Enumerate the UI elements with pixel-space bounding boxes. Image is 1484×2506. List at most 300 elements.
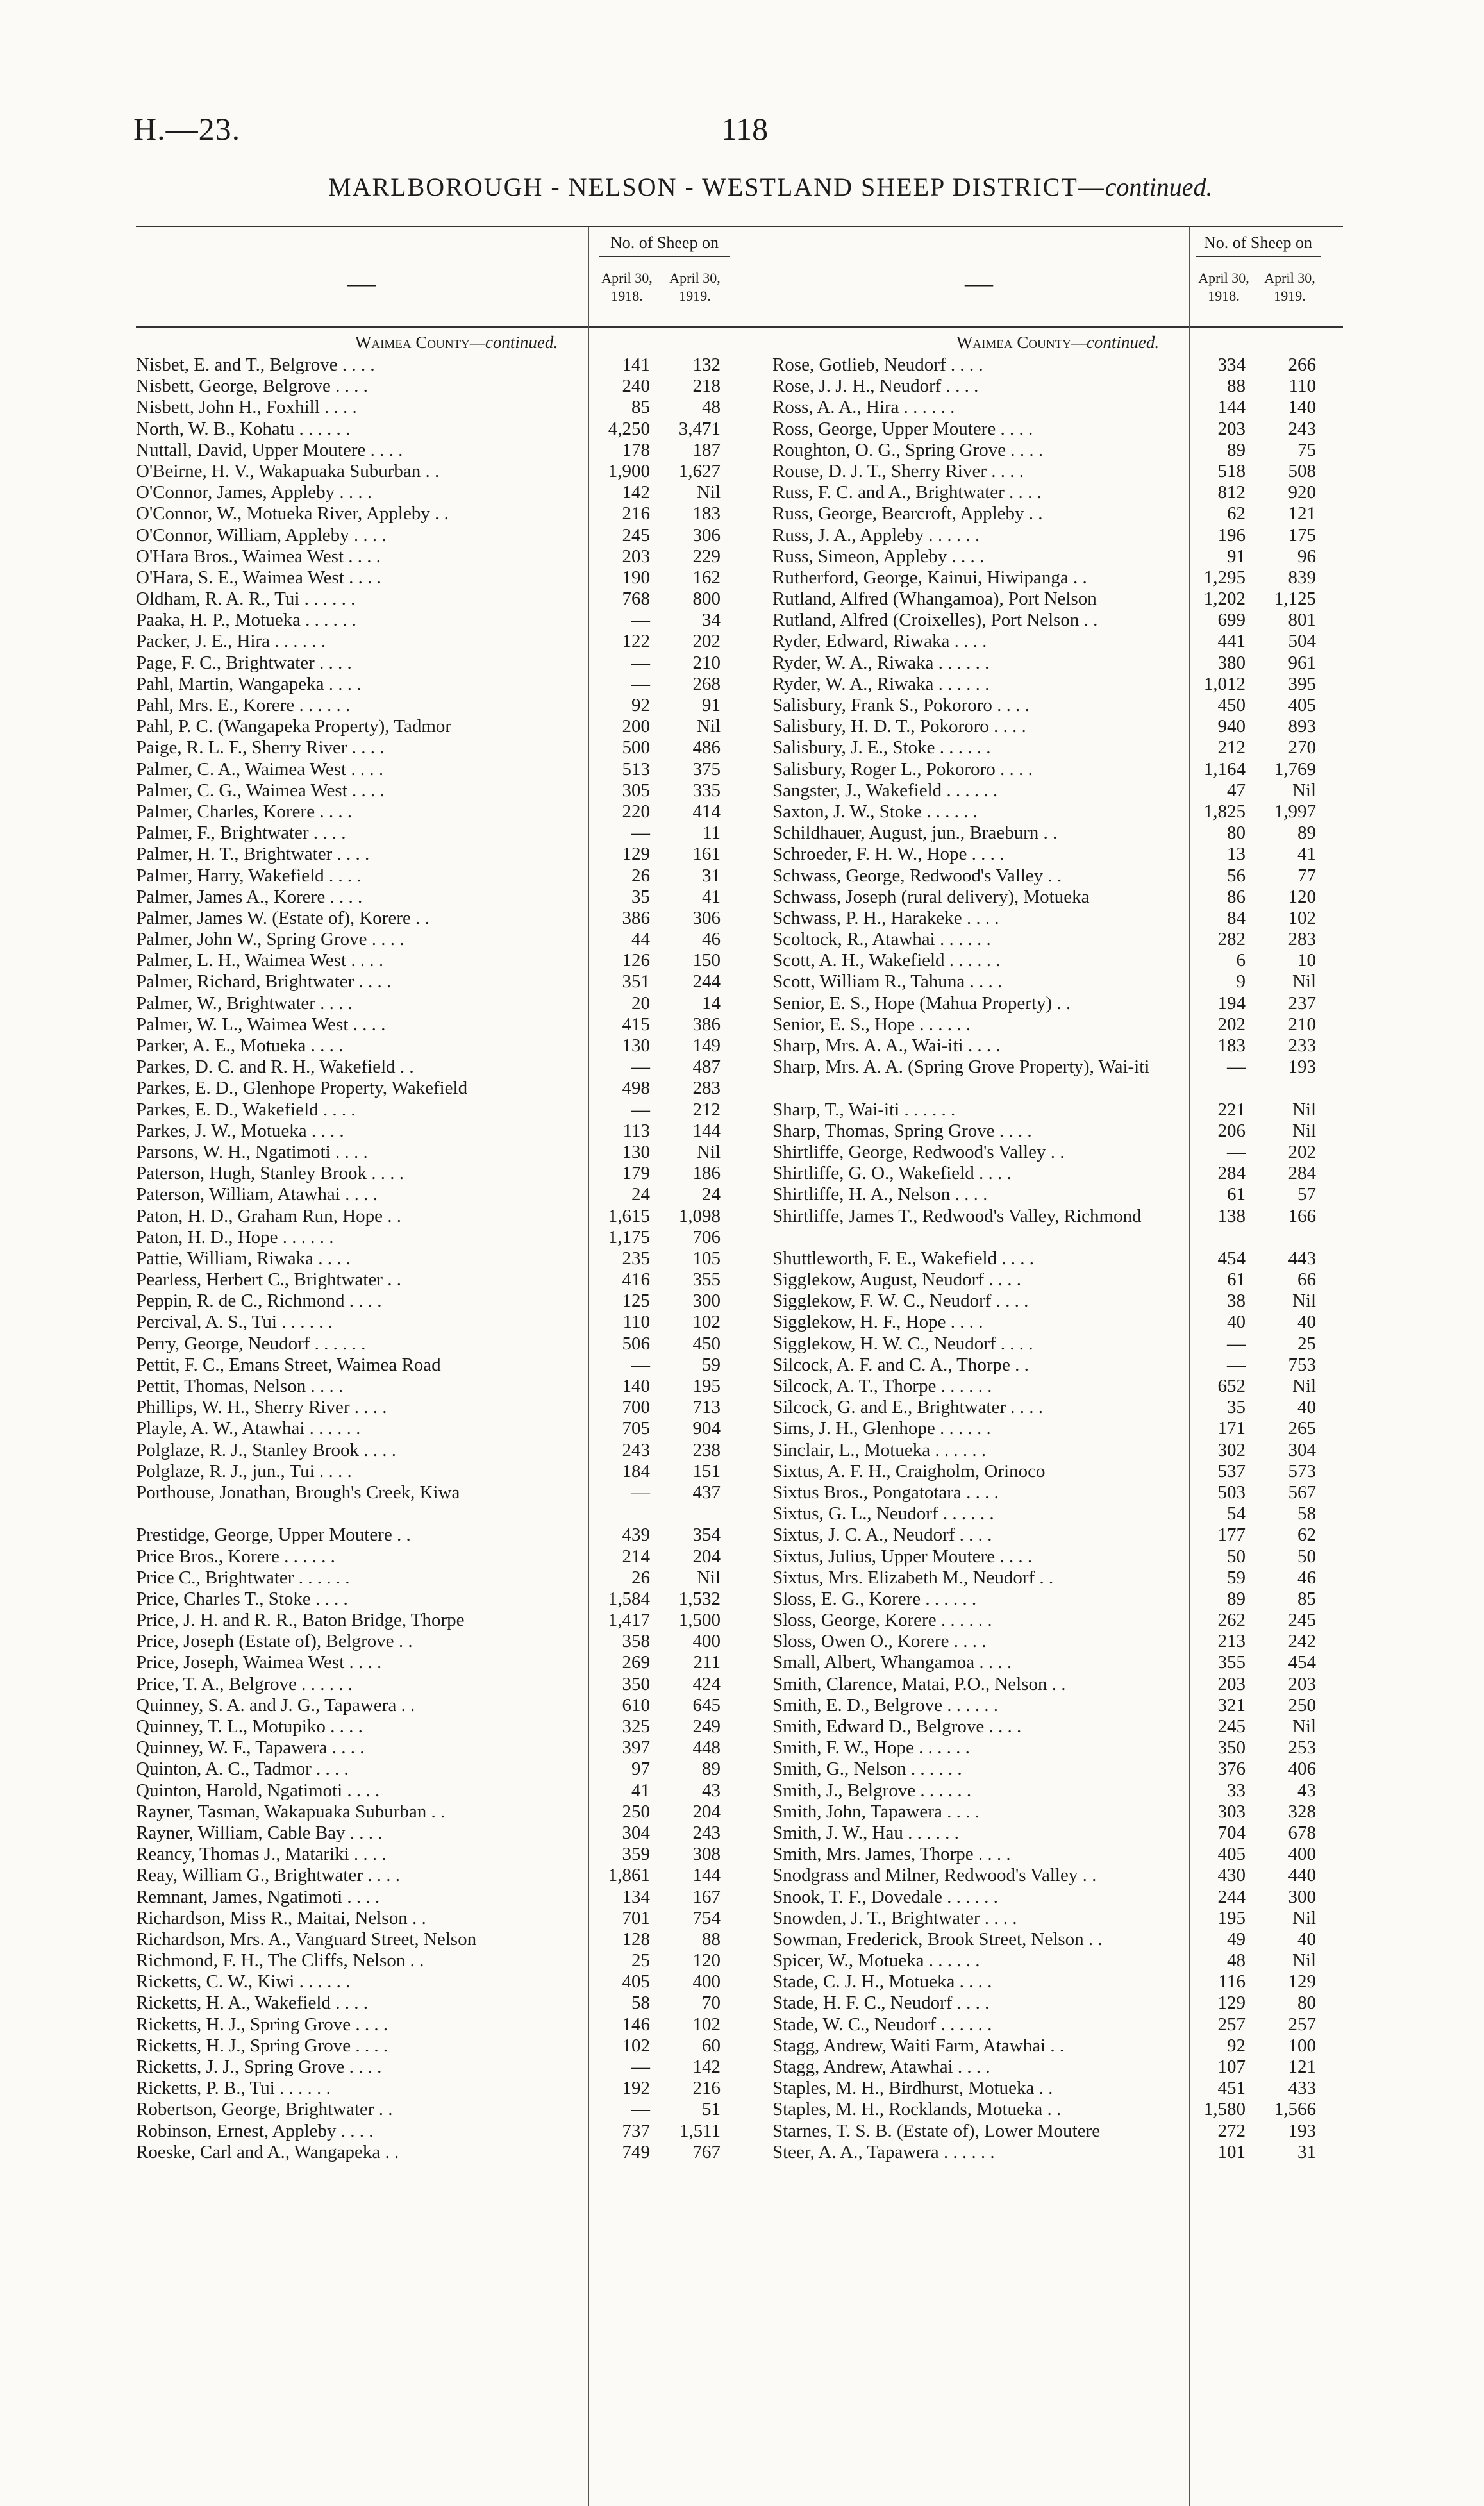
table-row xyxy=(136,823,777,844)
owner-name: Quinton, Harold, Ngatimoti . . . . xyxy=(136,1780,380,1801)
sheep-1919: 34 xyxy=(702,610,721,631)
table-row xyxy=(772,1503,1343,1524)
sheep-1918: 812 xyxy=(1217,482,1246,503)
right-col2-line1: April 30, xyxy=(1264,270,1315,286)
sheep-1918: 1,012 xyxy=(1203,673,1246,694)
table-row xyxy=(136,801,777,823)
sheep-1919: 573 xyxy=(1288,1460,1316,1482)
sheep-1918: 13 xyxy=(1227,844,1246,865)
sheep-1919: 89 xyxy=(1297,823,1316,844)
table-row xyxy=(772,1014,1343,1035)
sheep-1919: 144 xyxy=(692,1120,721,1141)
owner-name: Paton, H. D., Graham Run, Hope . . xyxy=(136,1205,402,1226)
sheep-1918: 334 xyxy=(1217,355,1246,375)
sheep-1918: 216 xyxy=(622,503,650,524)
owner-name: Scoltock, R., Atawhai . . . . . . xyxy=(772,929,991,950)
owner-name: Pearless, Herbert C., Brightwater . . xyxy=(136,1269,401,1291)
table-row xyxy=(772,1057,1343,1099)
table-row xyxy=(772,1440,1343,1461)
table-row xyxy=(136,1163,777,1184)
owner-name: Snowden, J. T., Brightwater . . . . xyxy=(772,1907,1017,1928)
sheep-1919: 40 xyxy=(1297,1928,1316,1950)
sheep-1919: 204 xyxy=(692,1801,721,1822)
owner-name: Sharp, Thomas, Spring Grove . . . . xyxy=(772,1120,1032,1141)
sheep-1918: 35 xyxy=(1227,1397,1246,1418)
owner-name: Ross, George, Upper Moutere . . . . xyxy=(772,418,1033,439)
sheep-1919: 85 xyxy=(1297,1588,1316,1609)
page-number: 118 xyxy=(721,111,769,147)
sheep-1918: — xyxy=(1227,1057,1246,1078)
sheep-1918: 85 xyxy=(631,397,650,418)
sheep-1918: 325 xyxy=(622,1716,650,1737)
sheep-1918: 24 xyxy=(631,1184,650,1205)
table-row xyxy=(136,1567,777,1589)
owner-name: Palmer, C. A., Waimea West . . . . xyxy=(136,758,384,780)
owner-name: Sigglekow, August, Neudorf . . . . xyxy=(772,1269,1021,1291)
owner-name: Sixtus, Julius, Upper Moutere . . . . xyxy=(772,1546,1033,1567)
sheep-1919: 91 xyxy=(702,695,721,715)
table-row xyxy=(136,1887,777,1908)
table-row xyxy=(136,695,777,716)
owner-name: Palmer, L. H., Waimea West . . . . xyxy=(136,950,384,971)
sheep-1919: 70 xyxy=(702,1992,721,2014)
sheep-1919: 175 xyxy=(1288,524,1316,546)
table-row xyxy=(772,1950,1343,1971)
table-row xyxy=(772,1333,1343,1355)
table-row xyxy=(136,1674,777,1695)
table-row xyxy=(136,1184,777,1205)
sheep-1919: 433 xyxy=(1288,2078,1316,2099)
sheep-1919: 31 xyxy=(702,865,721,886)
table-row xyxy=(772,737,1343,758)
owner-name: Peppin, R. de C., Richmond . . . . xyxy=(136,1291,382,1312)
table-row xyxy=(772,1844,1343,1865)
table-row xyxy=(772,461,1343,482)
sheep-1919: Nil xyxy=(1292,1376,1316,1397)
sheep-1919: 306 xyxy=(692,524,721,546)
sheep-1918: — xyxy=(1227,1333,1246,1354)
owner-name: Richardson, Mrs. A., Vanguard Street, Nelson xyxy=(136,1928,477,1950)
owner-name: Snook, T. F., Dovedale . . . . . . xyxy=(772,1886,998,1907)
sheep-1919: 386 xyxy=(692,1014,721,1035)
sheep-1919: 1,511 xyxy=(679,2120,721,2141)
left-header-dash: — xyxy=(347,267,376,299)
sheep-1919: 508 xyxy=(1288,460,1316,481)
owner-name: Quinton, A. C., Tadmor . . . . xyxy=(136,1758,349,1780)
sheep-1919: 43 xyxy=(1297,1780,1316,1801)
sheep-1918: 97 xyxy=(631,1758,650,1780)
table-row xyxy=(772,589,1343,610)
owner-name: Quinney, W. F., Tapawera . . . . xyxy=(136,1737,365,1758)
sheep-1919: 166 xyxy=(1288,1205,1316,1226)
right-column xyxy=(772,226,1343,2163)
sheep-1918: 350 xyxy=(1217,1737,1246,1758)
sheep-1919: 25 xyxy=(1297,1333,1316,1354)
table-row xyxy=(772,1163,1343,1184)
sheep-1919: 243 xyxy=(692,1822,721,1843)
sheep-1918: 35 xyxy=(631,886,650,907)
sheep-1918: 386 xyxy=(622,907,650,928)
owner-name: Sixtus, A. F. H., Craigholm, Orinoco xyxy=(772,1460,1046,1482)
owner-name: Schwass, Joseph (rural delivery), Motueka xyxy=(772,886,1090,907)
owner-name: Palmer, John W., Spring Grove . . . . xyxy=(136,929,404,950)
owner-name: O'Hara Bros., Waimea West . . . . xyxy=(136,546,381,567)
sheep-1918: — xyxy=(1227,1141,1246,1162)
sheep-1918: 498 xyxy=(622,1078,650,1099)
sheep-1919: 250 xyxy=(1288,1694,1316,1716)
owner-name: Sigglekow, H. F., Hope . . . . xyxy=(772,1312,983,1333)
table-row xyxy=(772,908,1343,929)
table-row xyxy=(772,355,1343,376)
owner-name: Palmer, W. L., Waimea West . . . . xyxy=(136,1014,386,1035)
table-row xyxy=(136,567,777,589)
table-row xyxy=(772,2014,1343,2035)
owner-name: Paaka, H. P., Motueka . . . . . . xyxy=(136,610,356,631)
sheep-1919: 89 xyxy=(702,1758,721,1780)
sheep-1919: 1,532 xyxy=(678,1588,721,1609)
sheep-1919: 706 xyxy=(692,1226,721,1248)
sheep-1919: Nil xyxy=(1292,971,1316,992)
table-row xyxy=(772,1652,1343,1673)
table-row xyxy=(136,1758,777,1780)
sheep-1918: 1,580 xyxy=(1203,2099,1246,2120)
table-row xyxy=(136,1418,777,1439)
owner-name: Pattie, William, Riwaka . . . . xyxy=(136,1248,351,1269)
sheep-1919: 41 xyxy=(702,886,721,907)
sheep-1919: Nil xyxy=(1292,1099,1316,1120)
table-row xyxy=(136,993,777,1014)
sheep-1919: 1,627 xyxy=(678,460,721,481)
owner-name: Smith, F. W., Hope . . . . . . xyxy=(772,1737,970,1758)
sheep-1919: 3,471 xyxy=(678,418,721,439)
sheep-1919: 753 xyxy=(1288,1354,1316,1375)
sheep-1918: 1,175 xyxy=(608,1226,650,1248)
sheep-1919: 210 xyxy=(692,652,721,673)
table-row xyxy=(136,950,777,971)
sheep-1919: 237 xyxy=(1288,992,1316,1014)
table-row xyxy=(136,631,777,652)
sheep-1918: 184 xyxy=(622,1460,650,1482)
sheep-1918: 1,584 xyxy=(608,1588,650,1609)
sheep-1918: 380 xyxy=(1217,652,1246,673)
owner-name: Oldham, R. A. R., Tui . . . . . . xyxy=(136,589,356,610)
owner-name: Russ, Simeon, Appleby . . . . xyxy=(772,546,985,567)
table-row xyxy=(772,610,1343,631)
owner-name: Percival, A. S., Tui . . . . . . xyxy=(136,1312,333,1333)
sheep-1918: — xyxy=(631,823,650,844)
left-col1-line2: 1918. xyxy=(611,288,643,304)
left-rows xyxy=(136,355,777,2163)
owner-name: Sinclair, L., Motueka . . . . . . xyxy=(772,1439,987,1460)
sheep-1919: 193 xyxy=(1288,1057,1316,1078)
owner-name: Richmond, F. H., The Cliffs, Nelson . . xyxy=(136,1950,424,1971)
right-col1-line2: 1918. xyxy=(1208,288,1240,304)
sheep-1918: 202 xyxy=(1217,1014,1246,1035)
owner-name: Price Bros., Korere . . . . . . xyxy=(136,1546,335,1567)
sheep-1919: 1,997 xyxy=(1274,801,1316,822)
table-row xyxy=(772,1099,1343,1121)
owner-name: O'Connor, W., Motueka River, Appleby . . xyxy=(136,503,449,524)
left-col2-line1: April 30, xyxy=(669,270,721,286)
sheep-1918: 130 xyxy=(622,1141,650,1162)
table-row xyxy=(772,2099,1343,2120)
sheep-1919: 57 xyxy=(1297,1184,1316,1205)
table-row xyxy=(136,737,777,758)
table-row xyxy=(772,1716,1343,1737)
owner-name: Rutherford, George, Kainui, Hiwipanga . . xyxy=(772,567,1087,588)
owner-name: Sixtus, G. L., Neudorf . . . . . . xyxy=(772,1503,994,1524)
sheep-1918: 138 xyxy=(1217,1205,1246,1226)
owner-name: Staples, M. H., Rocklands, Motueka . . xyxy=(772,2099,1062,2120)
table-row xyxy=(136,971,777,992)
table-row xyxy=(772,1567,1343,1589)
table-row xyxy=(136,1716,777,1737)
owner-name: Senior, E. S., Hope (Mahua Property) . . xyxy=(772,992,1071,1014)
sheep-1918: 102 xyxy=(622,2035,650,2056)
table-row xyxy=(136,844,777,865)
sheep-1918: 129 xyxy=(622,844,650,865)
table-row xyxy=(136,397,777,418)
owner-name: Smith, John, Tapawera . . . . xyxy=(772,1801,980,1822)
owner-name: Price, J. H. and R. R., Baton Bridge, Thorpe xyxy=(136,1610,465,1631)
owner-name: Sixtus, J. C. A., Neudorf . . . . xyxy=(772,1524,992,1546)
table-row xyxy=(772,1610,1343,1631)
left-county-heading xyxy=(136,333,777,355)
owner-name: Perry, George, Neudorf . . . . . . xyxy=(136,1333,366,1354)
table-row xyxy=(772,440,1343,461)
table-row xyxy=(136,1355,777,1376)
sheep-1919: 243 xyxy=(1288,418,1316,439)
sheep-1919: 284 xyxy=(1288,1163,1316,1184)
sheep-1918: 704 xyxy=(1217,1822,1246,1843)
sheep-1919: 161 xyxy=(692,844,721,865)
table-row xyxy=(772,1418,1343,1439)
sheep-1919: 257 xyxy=(1288,2014,1316,2035)
owner-name: Shirtliffe, G. O., Wakefield . . . . xyxy=(772,1163,1012,1184)
sheep-1918: 439 xyxy=(622,1524,650,1546)
right-header-dash: — xyxy=(965,267,993,299)
sheep-1918: 416 xyxy=(622,1269,650,1291)
owner-name: Smith, J., Belgrove . . . . . . xyxy=(772,1780,972,1801)
table-row xyxy=(772,2078,1343,2099)
owner-name: Scott, William R., Tahuna . . . . xyxy=(772,971,1003,992)
left-header-col1 xyxy=(597,269,656,305)
owner-name: Snodgrass and Milner, Redwood's Valley . . xyxy=(772,1865,1097,1886)
sheep-1919: 40 xyxy=(1297,1397,1316,1418)
owner-name: Pahl, P. C. (Wangapeka Property), Tadmor xyxy=(136,716,452,737)
sheep-1918: 47 xyxy=(1227,780,1246,801)
owner-name: Price, Joseph, Waimea West . . . . xyxy=(136,1652,382,1673)
sheep-1919: 31 xyxy=(1297,2141,1316,2162)
sheep-1918: 1,202 xyxy=(1203,589,1246,610)
owner-name: Starnes, T. S. B. (Estate of), Lower Moutere xyxy=(772,2120,1101,2141)
table-row xyxy=(772,1865,1343,1886)
sheep-1918: 359 xyxy=(622,1844,650,1865)
page-ref: H.—23. xyxy=(133,111,241,147)
sheep-1919: 486 xyxy=(692,737,721,758)
owner-name: Palmer, Harry, Wakefield . . . . xyxy=(136,865,362,886)
table-row xyxy=(136,1333,777,1355)
sheep-1918: 405 xyxy=(1217,1844,1246,1865)
sheep-1919: 40 xyxy=(1297,1312,1316,1333)
sheep-1919: Nil xyxy=(1292,1716,1316,1737)
sheep-1918: 245 xyxy=(1217,1716,1246,1737)
table-row xyxy=(136,610,777,631)
sheep-1919: 400 xyxy=(692,1631,721,1652)
owner-name: Rose, Gotlieb, Neudorf . . . . xyxy=(772,355,983,375)
owner-name: Stade, C. J. H., Motueka . . . . xyxy=(772,1971,992,1992)
sheep-1918: 113 xyxy=(622,1120,650,1141)
sheep-1919: 150 xyxy=(692,950,721,971)
owner-name: Pahl, Mrs. E., Korere . . . . . . xyxy=(136,695,351,715)
sheep-1918: 134 xyxy=(622,1886,650,1907)
sheep-1919: 204 xyxy=(692,1546,721,1567)
table-row xyxy=(772,1971,1343,1992)
owner-name: Ross, A. A., Hira . . . . . . xyxy=(772,397,955,418)
owner-name: Senior, E. S., Hope . . . . . . xyxy=(772,1014,971,1035)
table-row xyxy=(772,950,1343,971)
sheep-1918: 177 xyxy=(1217,1524,1246,1546)
table-row xyxy=(772,1887,1343,1908)
right-header-col2 xyxy=(1258,269,1321,305)
sheep-1918: 441 xyxy=(1217,631,1246,652)
sheep-1918: 20 xyxy=(631,992,650,1014)
table-row xyxy=(136,2057,777,2078)
table-row xyxy=(136,1057,777,1078)
table-row xyxy=(136,376,777,397)
sheep-1918: 220 xyxy=(622,801,650,822)
sheep-1919: 440 xyxy=(1288,1865,1316,1886)
sheep-1919: 400 xyxy=(1288,1844,1316,1865)
owner-name: Spicer, W., Motueka . . . . . . xyxy=(772,1950,980,1971)
owner-name: Packer, J. E., Hira . . . . . . xyxy=(136,631,326,652)
table-row xyxy=(772,2142,1343,2163)
sheep-1919: 218 xyxy=(692,376,721,397)
sheep-1919: 354 xyxy=(692,1524,721,1546)
table-row xyxy=(772,971,1343,992)
sheep-1918: 33 xyxy=(1227,1780,1246,1801)
table-row xyxy=(136,546,777,567)
table-row xyxy=(772,1780,1343,1801)
sheep-1918: 699 xyxy=(1217,610,1246,631)
sheep-1918: 48 xyxy=(1227,1950,1246,1971)
owner-name: Palmer, H. T., Brightwater . . . . xyxy=(136,844,370,865)
table-row xyxy=(772,780,1343,801)
owner-name: Sharp, Mrs. A. A. (Spring Grove Property), Wai-iti xyxy=(772,1057,1150,1078)
sheep-1919: Nil xyxy=(696,716,721,737)
table-row xyxy=(772,674,1343,695)
sheep-1918: 203 xyxy=(1217,1673,1246,1694)
sheep-1919: 487 xyxy=(692,1057,721,1078)
sheep-1919: 400 xyxy=(692,1971,721,1992)
table-row xyxy=(772,1992,1343,2014)
sheep-1918: 6 xyxy=(1236,950,1246,971)
sheep-1919: 424 xyxy=(692,1673,721,1694)
owner-name: Price, T. A., Belgrove . . . . . . xyxy=(136,1673,353,1694)
sheep-1918: 107 xyxy=(1217,2057,1246,2078)
sheep-1918: 262 xyxy=(1217,1610,1246,1631)
table-row xyxy=(136,1078,777,1099)
sheep-1919: 306 xyxy=(692,907,721,928)
owner-name: Stagg, Andrew, Waiti Farm, Atawhai . . xyxy=(772,2035,1065,2056)
table-row xyxy=(772,801,1343,823)
owner-name: Sloss, E. G., Korere . . . . . . xyxy=(772,1588,977,1609)
table-row xyxy=(772,1184,1343,1205)
sheep-1918: 257 xyxy=(1217,2014,1246,2035)
owner-name: O'Connor, James, Appleby . . . . xyxy=(136,482,372,503)
table-row xyxy=(772,1482,1343,1503)
table-row xyxy=(772,695,1343,716)
table-row xyxy=(772,1546,1343,1567)
owner-name: Polglaze, R. J., jun., Tui . . . . xyxy=(136,1460,352,1482)
table-row xyxy=(772,887,1343,908)
owner-name: Rutland, Alfred (Croixelles), Port Nelson . . xyxy=(772,610,1098,631)
sheep-1918: 244 xyxy=(1217,1886,1246,1907)
table-row xyxy=(136,908,777,929)
owner-name: Schwass, George, Redwood's Valley . . xyxy=(772,865,1062,886)
sheep-1919: 1,566 xyxy=(1274,2099,1316,2120)
table-row xyxy=(772,1312,1343,1333)
owner-name: Sixtus, Mrs. Elizabeth M., Neudorf . . xyxy=(772,1567,1054,1588)
owner-name: Palmer, James W. (Estate of), Korere . . xyxy=(136,907,429,928)
sheep-1918: 351 xyxy=(622,971,650,992)
owner-name: Shirtliffe, George, Redwood's Valley . . xyxy=(772,1141,1065,1162)
table-row xyxy=(772,419,1343,440)
table-row xyxy=(136,2035,777,2057)
owner-name: Parkes, J. W., Motueka . . . . xyxy=(136,1120,344,1141)
page-title-main: MARLBOROUGH - NELSON - WESTLAND SHEEP DISTRICT— xyxy=(328,172,1105,201)
sheep-1919: 266 xyxy=(1288,355,1316,375)
sheep-1918: 451 xyxy=(1217,2078,1246,2099)
sheep-1918: 179 xyxy=(622,1163,650,1184)
sheep-1919: 801 xyxy=(1288,610,1316,631)
owner-name: Robinson, Ernest, Appleby . . . . xyxy=(136,2120,374,2141)
sheep-1918: 513 xyxy=(622,758,650,780)
owner-name: Shirtliffe, H. A., Nelson . . . . xyxy=(772,1184,988,1205)
sheep-1918: 89 xyxy=(1227,439,1246,460)
sheep-1919: 212 xyxy=(692,1099,721,1120)
owner-name: Stade, W. C., Neudorf . . . . . . xyxy=(772,2014,992,2035)
sheep-1919: 767 xyxy=(692,2141,721,2162)
owner-name: Stade, H. F. C., Neudorf . . . . xyxy=(772,1992,990,2014)
sheep-1918: 537 xyxy=(1217,1460,1246,1482)
owner-name: Paton, H. D., Hope . . . . . . xyxy=(136,1226,334,1248)
table-row xyxy=(136,1440,777,1461)
table-row xyxy=(136,461,777,482)
sheep-1919: 43 xyxy=(702,1780,721,1801)
sheep-1918: 146 xyxy=(622,2014,650,2035)
owner-name: Schroeder, F. H. W., Hope . . . . xyxy=(772,844,1005,865)
owner-name: Palmer, W., Brightwater . . . . xyxy=(136,992,353,1014)
sheep-1918: 200 xyxy=(622,716,650,737)
sheep-1918: 141 xyxy=(622,355,650,375)
sheep-1918: — xyxy=(631,610,650,631)
table-row xyxy=(772,1801,1343,1823)
owner-name: O'Hara, S. E., Waimea West . . . . xyxy=(136,567,381,588)
sheep-1918: 302 xyxy=(1217,1439,1246,1460)
owner-name: Playle, A. W., Atawhai . . . . . . xyxy=(136,1418,361,1439)
sheep-1919: 120 xyxy=(1288,886,1316,907)
table-row xyxy=(772,1291,1343,1312)
sheep-1918: — xyxy=(631,1099,650,1120)
sheep-1918: 405 xyxy=(622,1971,650,1992)
sheep-1919: 120 xyxy=(692,1950,721,1971)
table-row xyxy=(772,525,1343,546)
owner-name: Richardson, Miss R., Maitai, Nelson . . xyxy=(136,1907,426,1928)
owner-name: Russ, F. C. and A., Brightwater . . . . xyxy=(772,482,1042,503)
sheep-1919: 328 xyxy=(1288,1801,1316,1822)
owner-name: Price, Charles T., Stoke . . . . xyxy=(136,1588,348,1609)
